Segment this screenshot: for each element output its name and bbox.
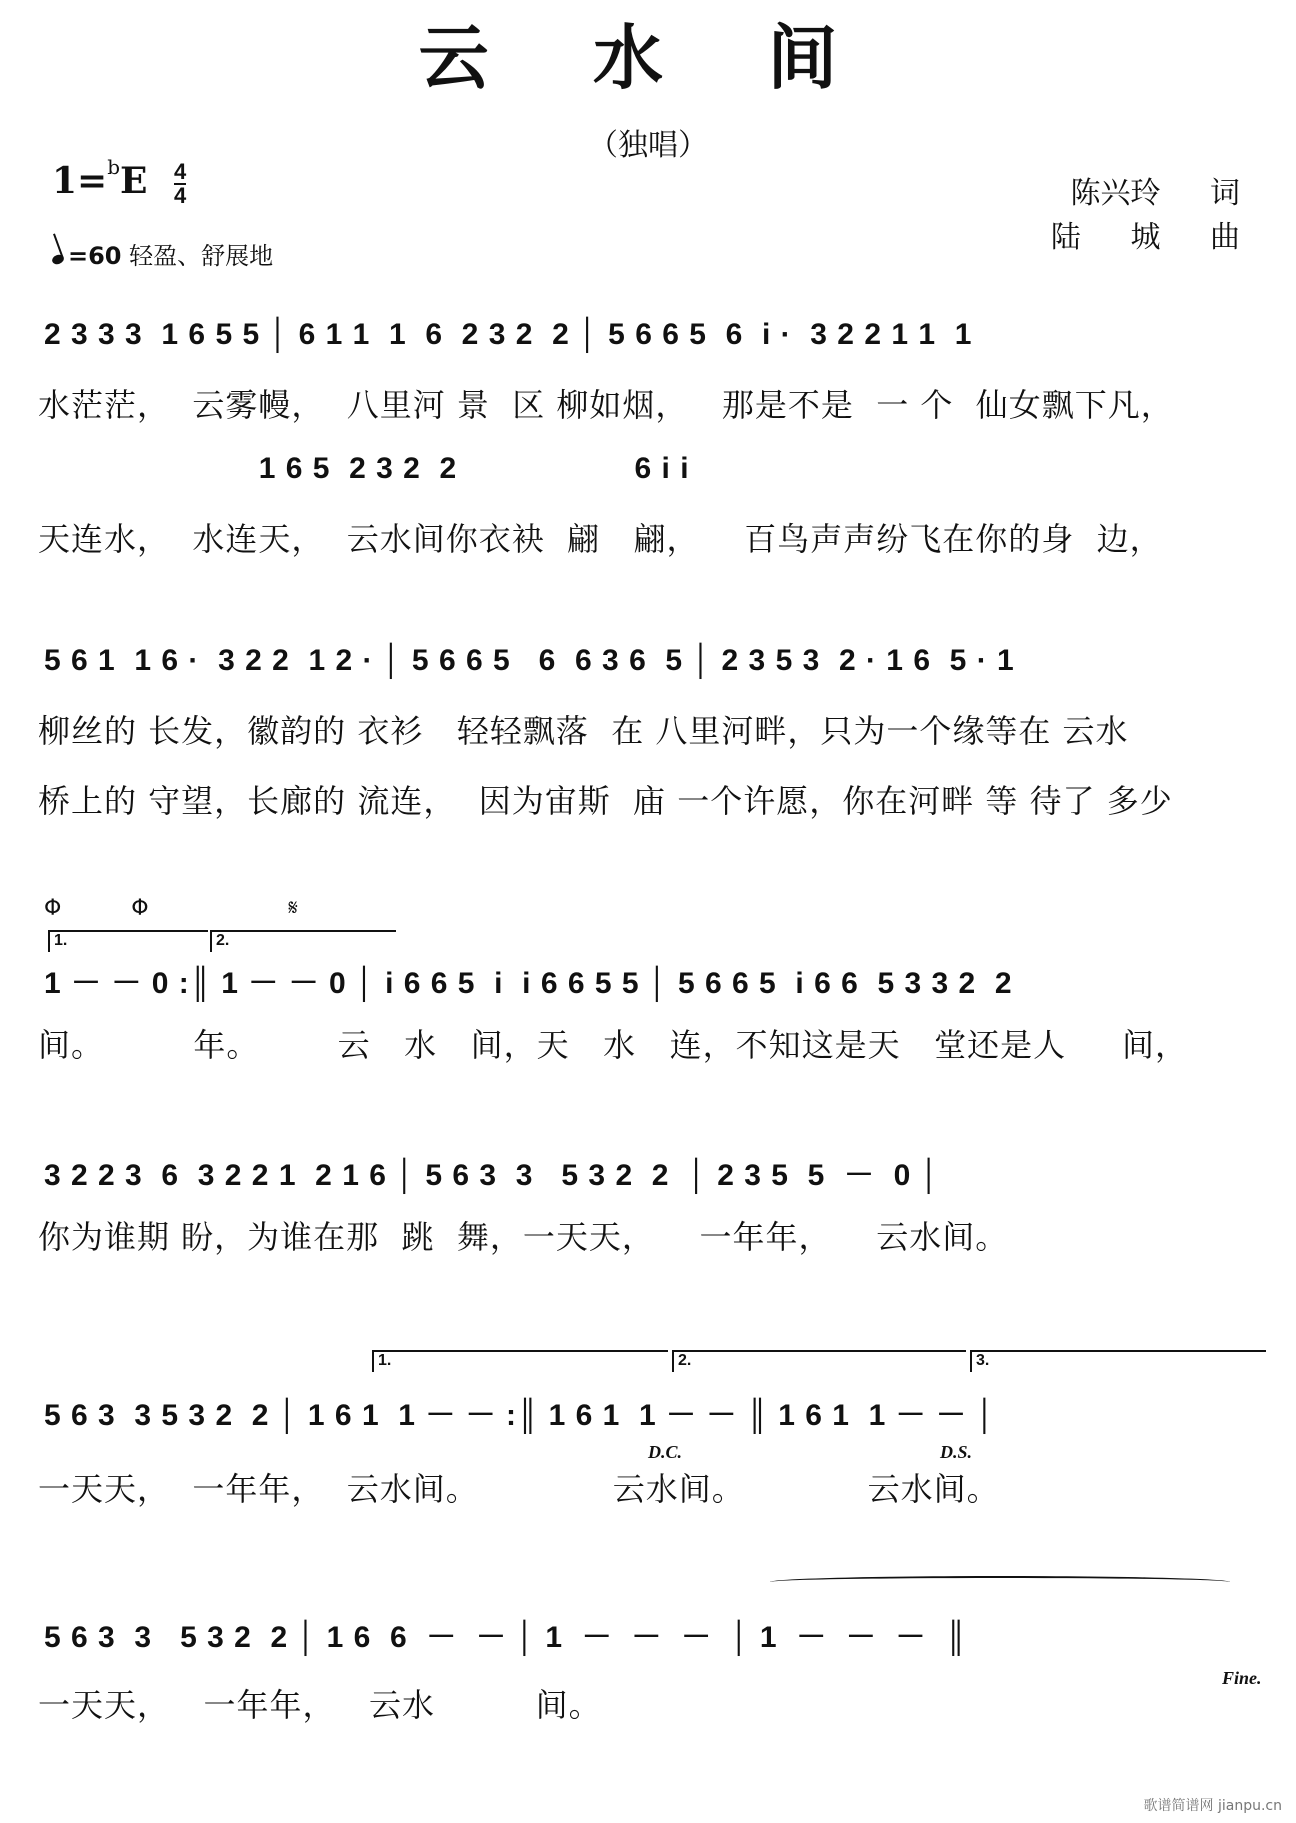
coda-marks: Φ Φ 𝄋 xyxy=(44,896,298,921)
notation-line: 1 － － 0 :║ 1 － － 0 │ i 6 6 5 i i 6 6 5 5 │ 5 6 6 5 i 6 6 5 3 3 2 2 xyxy=(44,967,1013,1000)
key-letter: E xyxy=(120,160,148,202)
time-bottom: 4 xyxy=(174,183,187,208)
flat-sign: b xyxy=(107,155,121,179)
lyric-line: 天连水， 水连天， 云水间你衣袂 翩 翩， 百鸟声声纷飞在你的身 边， xyxy=(38,520,1163,558)
tempo-text: 轻盈、舒展地 xyxy=(129,242,274,270)
time-top: 4 xyxy=(174,159,187,184)
quarter-note-icon xyxy=(51,253,65,266)
ds-mark: D.S. xyxy=(940,1442,973,1462)
notation-line: 5 6 3 3 5 3 2 2 │ 1 6 6 － － │ 1 － － － │ 1 － － － ║ xyxy=(44,1621,968,1654)
notation-line: 2 3 3 3 1 6 5 5 │ 6 1 1 1 6 2 3 2 2 │ 5 6 6 5 6 i · 3 2 2 1 1 1 xyxy=(44,318,973,351)
lyric-line: 桥上的 守望，长廊的 流连， 因为宙斯 庙 一个许愿，你在河畔 等 待了 多少 xyxy=(38,782,1173,820)
key-prefix: 1= xyxy=(52,160,108,202)
volta-bracket: 1. xyxy=(372,1350,668,1372)
lyric-line: 柳丝的 长发，徽韵的 衣衫 轻轻飘落 在 八里河畔，只为一个缘等在 云水 xyxy=(38,712,1129,750)
dc-mark: D.C. xyxy=(648,1442,683,1462)
time-signature xyxy=(174,161,186,207)
notation-line: 3 2 2 3 6 3 2 2 1 2 1 6 │ 5 6 3 3 5 3 2 2 │ 2 3 5 5 － 0 │ xyxy=(44,1159,941,1192)
lyric-line: 一天天， 一年年， 云水间。 云水间。 云水间。 xyxy=(38,1470,1000,1508)
tempo xyxy=(52,236,273,271)
volta-bracket: 2. xyxy=(672,1350,966,1372)
fine-mark: Fine. xyxy=(1222,1668,1262,1688)
notation-line: 5 6 3 3 5 3 2 2 │ 1 6 1 1 － － :║ 1 6 1 1 － － ║ 1 6 1 1 － － │ xyxy=(44,1399,997,1432)
lyric-line: 间。 年。 云 水 间，天 水 连，不知这是天 堂还是人 间， xyxy=(38,1026,1189,1064)
subtitle: （独唱） xyxy=(588,128,708,163)
tie-curve xyxy=(770,1576,1230,1588)
volta-bracket: 3. xyxy=(970,1350,1266,1372)
volta-bracket: 2. xyxy=(210,930,396,952)
notation-line: 5 6 1 1 6 · 3 2 2 1 2 · │ 5 6 6 5 6 6 3 6 5 │ 2 3 5 3 2 · 1 6 5 · 1 xyxy=(44,644,1015,677)
key-signature xyxy=(52,155,187,208)
watermark: 歌谱简谱网 jianpu.cn xyxy=(1143,1798,1282,1814)
lyric-line: 一天天， 一年年， 云水 间。 xyxy=(38,1686,602,1724)
page-title: 云 水 间 xyxy=(418,17,878,99)
tempo-value: =60 xyxy=(68,242,122,270)
lyric-line: 水茫茫， 云雾幔， 八里河 景 区 柳如烟， 那是不是 一 个 仙女飘下凡， xyxy=(38,386,1174,424)
composer: 陆 城 曲 xyxy=(1050,220,1240,255)
lyricist: 陈兴玲 词 xyxy=(1070,176,1240,211)
notation-line: 1 6 5 2 3 2 2 6 i i xyxy=(44,452,690,485)
volta-bracket: 1. xyxy=(48,930,208,952)
lyric-line: 你为谁期 盼，为谁在那 跳 舞，一天天， 一年年， 云水间。 xyxy=(38,1218,1009,1256)
